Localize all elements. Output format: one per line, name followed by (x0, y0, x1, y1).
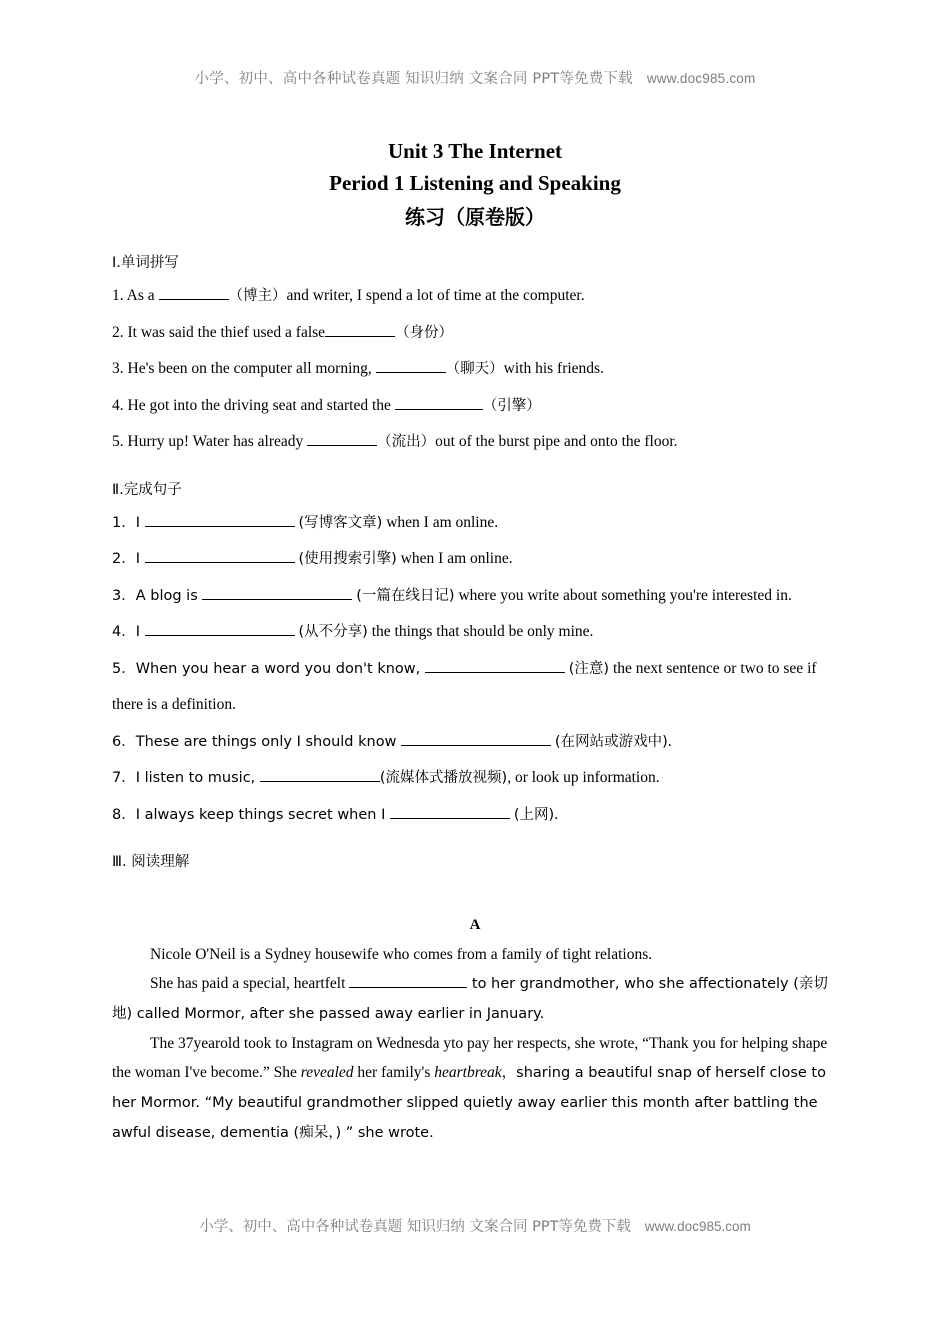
question-item (112, 651, 838, 724)
document-title-block (112, 136, 838, 234)
question-item (112, 388, 838, 425)
question-text: 6．These are things only I should know (112, 733, 402, 750)
question-item (112, 724, 838, 761)
question-hint: （身份） (395, 324, 454, 341)
question-item (112, 541, 838, 578)
answer-blank[interactable] (145, 562, 295, 563)
question-item (112, 614, 838, 651)
answer-blank[interactable] (202, 599, 352, 600)
answer-blank[interactable] (401, 745, 551, 746)
section-heading-1: Ⅰ.单词拼写 (112, 255, 179, 271)
question-item (112, 578, 838, 615)
answer-blank[interactable] (260, 781, 380, 782)
passage-paragraph: Nicole O'Neil is a Sydney housewife who comes from a family of tight relations. (150, 946, 653, 963)
question-text-tail: . (554, 805, 559, 823)
passage-label: A (469, 917, 481, 933)
question-text-tail: the things that should be only mine. (371, 623, 594, 640)
question-text-tail: . (667, 732, 672, 750)
question-text: 4. He got into the driving seat and started the (112, 396, 395, 414)
question-text-tail: when I am online. (400, 550, 513, 567)
question-text: 3. He's been on the computer all morning, (112, 360, 376, 377)
passage-text: She has paid a special, heartfelt (150, 975, 350, 992)
question-hint: (注意) (568, 660, 610, 677)
question-text-tail: the next sentence or two to see if there is a definition. (112, 659, 817, 713)
question-text-tail: and writer, I spend a lot of time at the computer. (286, 287, 585, 304)
question-hint: (使用搜索引擎) (298, 551, 397, 567)
passage-emphasis: heartbreak (434, 1064, 502, 1081)
footer-watermark-text: 小学、初中、高中各种试卷真题 知识归纳 文案合同 PPT等免费下载 (199, 1219, 631, 1235)
question-text: 2．I (112, 551, 145, 567)
question-item (112, 315, 838, 352)
answer-blank[interactable] (376, 372, 446, 373)
answer-blank[interactable] (349, 987, 467, 988)
question-text: 8．I always keep things secret when I (112, 806, 390, 823)
question-hint: （流出） (377, 434, 436, 450)
question-text: 1. As a (112, 287, 159, 304)
question-text-tail: when I am online. (386, 513, 499, 531)
footer-watermark (0, 1215, 950, 1236)
page-title: Unit 3 The Internet (387, 139, 563, 163)
question-item (112, 351, 838, 388)
passage-text-tail: ，sharing a beautiful snap of herself close to her Mormor. “My beautiful grandmother slipped quietly away earlier this month after battling the awful disease, dementia (痴呆，) ” she wrote. (112, 1065, 826, 1141)
question-text: 7．I listen to music, (112, 770, 260, 786)
question-item (112, 797, 838, 834)
answer-blank[interactable] (159, 299, 229, 300)
question-text: 3．A blog is (112, 587, 203, 604)
passage-paragraph (112, 969, 838, 1029)
question-text: 1．I (112, 514, 145, 531)
passage-emphasis: revealed (300, 1064, 354, 1081)
question-hint: (从不分享) (298, 624, 368, 640)
question-text: 5．When you hear a word you don't know, (112, 660, 425, 677)
section-heading-3: Ⅲ. 阅读理解 (112, 854, 190, 870)
passage-text: The 37yearold took to Instagram on Wednesda yto pay her respects, she wrote, “Thank you for helping shape the woman I've become.” She (112, 1035, 828, 1081)
passage-text: her family's (353, 1064, 435, 1081)
answer-blank[interactable] (395, 409, 483, 410)
question-text: 4．I (112, 624, 145, 640)
passage-paragraph (112, 1029, 838, 1148)
passage-text-tail: to her grandmother, who she affectionately (亲切地) called Mormor, after she passed away earlier in January. (112, 976, 828, 1022)
header-watermark-text: 小学、初中、高中各种试卷真题 知识归纳 文案合同 PPT等免费下载 (194, 71, 633, 87)
question-hint: (一篇在线日记) (356, 587, 455, 604)
answer-blank[interactable] (390, 818, 510, 819)
question-text-tail: out of the burst pipe and onto the floor. (435, 433, 678, 450)
footer-watermark-url: www.doc985.com (644, 1219, 751, 1234)
question-text: 2. It was said the thief used a false (112, 323, 326, 341)
question-item (112, 505, 838, 542)
question-text-tail: with his friends. (503, 360, 604, 377)
question-hint: （聊天） (445, 361, 504, 377)
question-text-tail: , or look up information. (507, 769, 660, 786)
header-watermark-url: www.doc985.com (646, 71, 756, 86)
section-heading-2: Ⅱ.完成句子 (112, 481, 182, 498)
answer-blank[interactable] (145, 635, 295, 636)
question-hint: (流媒体式播放视频) (379, 770, 508, 786)
question-text-tail: where you write about something you're interested in. (458, 586, 792, 604)
question-hint: (在网站或游戏中) (554, 733, 668, 750)
answer-blank[interactable] (425, 672, 565, 673)
question-hint: （引擎） (482, 397, 541, 414)
question-item (112, 424, 838, 461)
question-hint: (写博客文章) (298, 514, 383, 531)
question-hint: (上网) (513, 806, 555, 823)
answer-blank[interactable] (325, 336, 395, 337)
header-watermark (112, 0, 838, 88)
page-subtitle: Period 1 Listening and Speaking (329, 171, 621, 195)
answer-blank[interactable] (145, 526, 295, 527)
question-item (112, 278, 838, 315)
question-text: 5. Hurry up! Water has already (112, 433, 308, 450)
page-subtitle-cn: 练习（原卷版） (405, 205, 545, 229)
answer-blank[interactable] (307, 445, 377, 446)
question-item (112, 760, 838, 797)
question-hint: （博主） (228, 288, 287, 304)
